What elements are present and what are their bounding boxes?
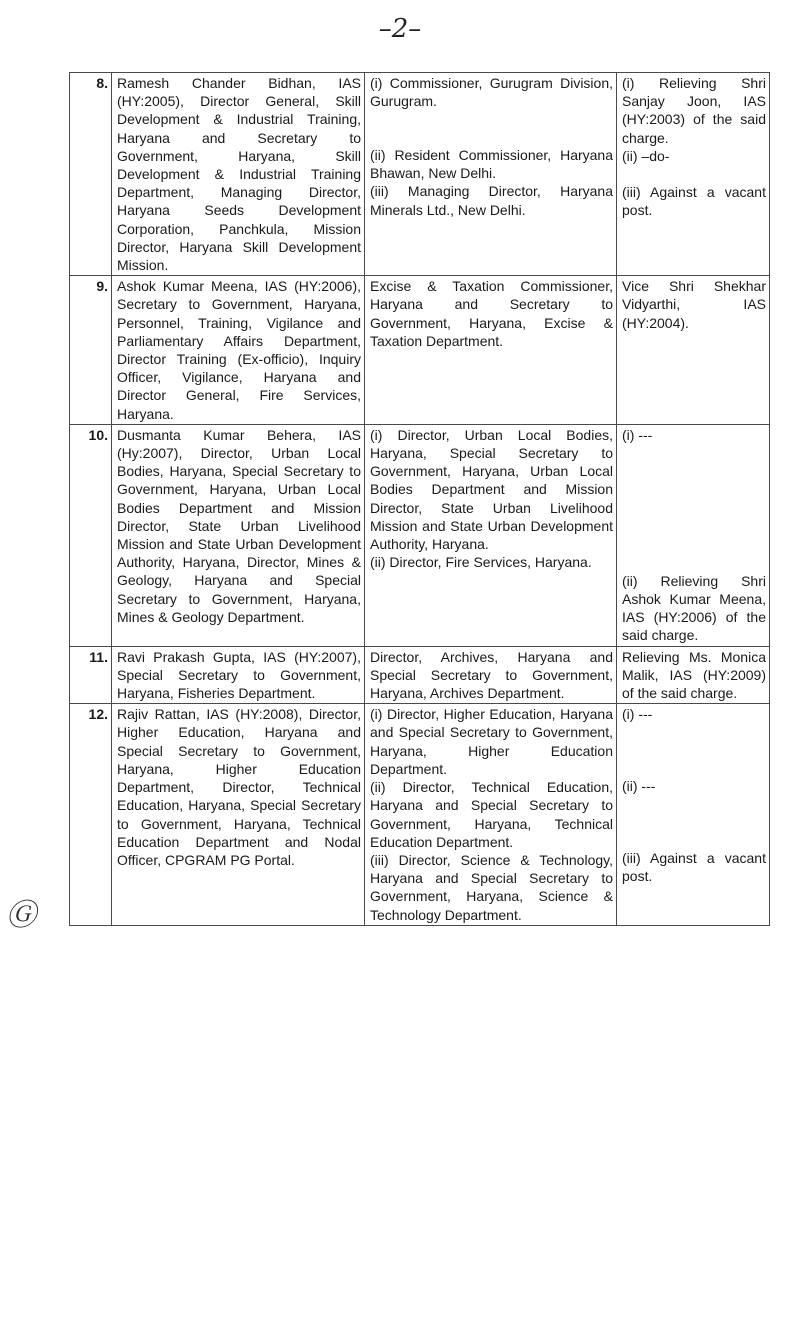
posting-item: (i) Director, Urban Local Bodies, Haryana, Special Secretary to Government, Haryana, Urban Local Bodies Department and Mission Director, State Urban Livelihood Mission and State Urban Development Authority, Haryana. — [370, 426, 613, 553]
table-row — [70, 276, 770, 425]
remark-item: (i) --- — [622, 706, 653, 723]
posting-cell — [365, 73, 617, 276]
posting-cell — [365, 704, 617, 925]
remark-item: (ii) Relieving Shri Ashok Kumar Meena, IAS (HY:2006) of the said charge. — [622, 572, 766, 644]
remark-cell — [617, 73, 770, 276]
posting-orders-table — [69, 72, 770, 926]
posting-cell — [365, 424, 617, 646]
posting-item: (ii) Director, Technical Education, Haryana and Special Secretary to Government, Haryana, Technical Education Department. — [370, 779, 613, 850]
remark-item: (i) Relieving Shri Sanjay Joon, IAS (HY:2003) of the said charge. — [622, 75, 766, 146]
remark-cell — [617, 646, 770, 704]
remark-item: (ii) –do- — [622, 147, 670, 164]
posting-item: (iii) Managing Director, Haryana Minerals Ltd., New Delhi. — [370, 183, 613, 218]
posting-item: Excise & Taxation Commissioner, Haryana and Secretary to Government, Haryana, Excise & Taxation Department. — [370, 278, 613, 349]
posting-item: (i) Commissioner, Gurugram Division, Gurugram. — [370, 75, 613, 110]
serial-number: 12. — [70, 704, 112, 925]
serial-number: 11. — [70, 646, 112, 704]
officer-cell: Ravi Prakash Gupta, IAS (HY:2007), Special Secretary to Government, Haryana, Fisheries Department. — [112, 646, 365, 704]
serial-number: 9. — [70, 276, 112, 425]
table-row — [70, 424, 770, 646]
officer-cell: Rajiv Rattan, IAS (HY:2008), Director, Higher Education, Haryana and Special Secretary to Government, Haryana, Higher Education Department, Director, Technical Education, Haryana, Special Secretary to Government, Haryana, Technical Education Department and Nodal Officer, CPGRAM PG Portal. — [112, 704, 365, 925]
posting-item: (ii) Director, Fire Services, Haryana. — [370, 554, 592, 571]
serial-number: 10. — [70, 424, 112, 646]
remark-cell — [617, 276, 770, 425]
officer-cell: Ashok Kumar Meena, IAS (HY:2006), Secretary to Government, Haryana, Personnel, Training, Vigilance and Parliamentary Affairs Department, Director Training (Ex-officio), Inquiry Officer, Vigilance, Haryana and Director General, Fire Services, Haryana. — [112, 276, 365, 425]
posting-item: (i) Director, Higher Education, Haryana and Special Secretary to Government, Haryana, Higher Education Department. — [370, 706, 613, 777]
remark-cell — [617, 424, 770, 646]
remark-item: Vice Shri Shekhar Vidyarthi, IAS (HY:2004). — [622, 278, 766, 331]
table-row — [70, 646, 770, 704]
remark-item: Relieving Ms. Monica Malik, IAS (HY:2009) of the said charge. — [622, 648, 766, 702]
remark-cell — [617, 704, 770, 925]
remark-item: (i) --- — [622, 426, 653, 443]
page-number: –2– — [378, 14, 422, 44]
remark-item: (iii) Against a vacant post. — [622, 183, 766, 219]
posting-item: Director, Archives, Haryana and Special Secretary to Government, Haryana, Archives Department. — [370, 648, 613, 702]
posting-item: (ii) Resident Commissioner, Haryana Bhawan, New Delhi. — [370, 147, 613, 182]
posting-item: (iii) Director, Science & Technology, Haryana and Special Secretary to Government, Haryana, Science & Technology Department. — [370, 851, 613, 923]
posting-cell — [365, 276, 617, 425]
officer-cell: Dusmanta Kumar Behera, IAS (Hy:2007), Director, Urban Local Bodies, Haryana, Special Secretary to Government, Haryana, Urban Local Bodies Department and Mission Director, State Urban Livelihood Mission and State Urban Development Authority, Haryana, Director, Mines & Geology, Haryana and Special Secretary to Government, Haryana, Mines & Geology Department. — [112, 424, 365, 646]
officer-cell: Ramesh Chander Bidhan, IAS (HY:2005), Director General, Skill Development & Industrial Training, Haryana and Secretary to Government, Haryana, Skill Development & Industrial Training Department, Managing Director, Haryana Seeds Development Corporation, Panchkula, Mission Director, Haryana Skill Development Mission. — [112, 73, 365, 276]
posting-cell — [365, 646, 617, 704]
table-row — [70, 73, 770, 276]
handwritten-margin-mark: Ⓖ — [6, 898, 36, 933]
remark-item: (iii) Against a vacant post. — [622, 850, 766, 885]
serial-number: 8. — [70, 73, 112, 276]
table-row — [70, 704, 770, 925]
remark-item: (ii) --- — [622, 778, 656, 795]
